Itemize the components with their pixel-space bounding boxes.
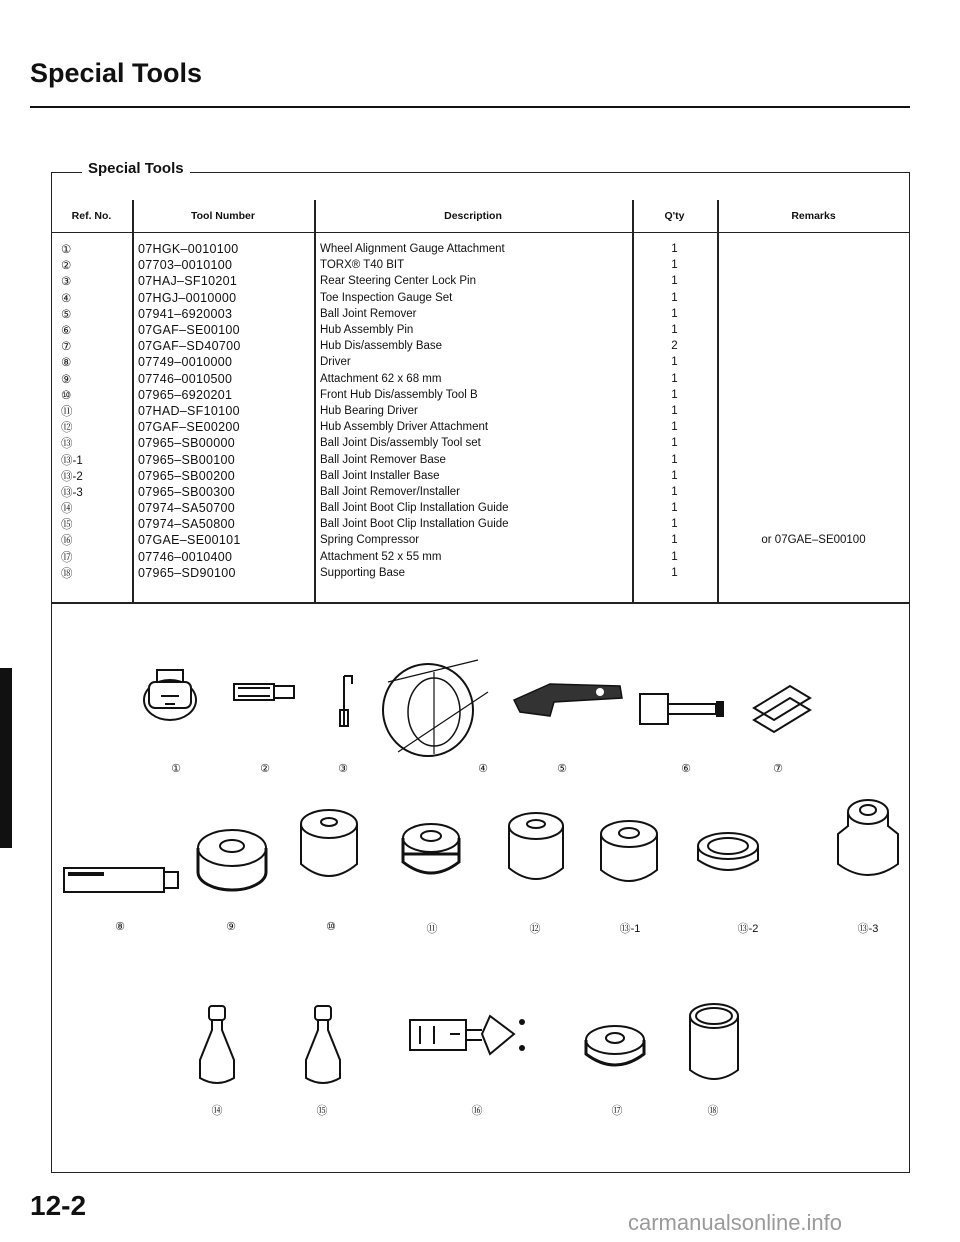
table-header-row xyxy=(51,200,910,233)
tool-number-cell: 07HAJ–SF10201 xyxy=(138,274,238,289)
tool-number-cell: 07HGJ–0010000 xyxy=(138,290,237,305)
hub-driver-attachment-illustration xyxy=(505,808,567,888)
watermark: carmanualsonline.info xyxy=(628,1210,843,1235)
lock-pin-illustration xyxy=(330,670,360,742)
page-title: Special Tools xyxy=(30,58,203,88)
tool-number-cell: 07749–0010000 xyxy=(138,355,233,370)
figure-label: ⑨ xyxy=(226,921,236,933)
ref-no-cell: ⑯ xyxy=(61,535,73,548)
tool-number-cell: 07746–0010500 xyxy=(138,371,233,386)
remarks-cell xyxy=(717,338,910,354)
table-row xyxy=(51,549,910,565)
ref-no-cell: ⑬-3 xyxy=(61,486,83,499)
ref-no-cell: ⑮ xyxy=(61,519,73,532)
figure-label: ⑬-2 xyxy=(737,923,759,935)
description-cell: Attachment 52 x 55 mm xyxy=(320,550,442,563)
remarks-cell xyxy=(717,354,910,370)
remarks-cell xyxy=(717,468,910,484)
table-row xyxy=(51,532,910,548)
qty-cell: 1 xyxy=(671,372,678,385)
table-bottom-rule xyxy=(51,602,910,604)
tool-number-cell: 07965–SB00100 xyxy=(138,452,236,467)
remarks-cell xyxy=(717,419,910,435)
ref-no-cell: ⑬-1 xyxy=(61,454,83,467)
ref-no-cell: ⑪ xyxy=(61,405,73,418)
torx-bit-illustration xyxy=(230,678,300,708)
ref-no-cell: ⑤ xyxy=(61,308,72,321)
figure-label: ⑱ xyxy=(707,1105,719,1117)
remarks-cell xyxy=(717,500,910,516)
table-row xyxy=(51,468,910,484)
qty-cell: 1 xyxy=(671,534,678,547)
description-cell: Hub Dis/assembly Base xyxy=(320,340,443,353)
description-cell: Ball Joint Boot Clip Installation Guide xyxy=(320,518,509,531)
table-row xyxy=(51,354,910,370)
qty-cell: 1 xyxy=(671,324,678,337)
description-cell: Ball Joint Installer Base xyxy=(320,469,440,482)
description-cell: Front Hub Dis/assembly Tool B xyxy=(320,388,478,401)
section-tab-marker xyxy=(0,668,12,848)
qty-cell: 1 xyxy=(671,453,678,466)
ref-no-cell: ⑫ xyxy=(61,422,73,435)
table-row xyxy=(51,233,910,258)
ref-no-cell: ⑧ xyxy=(61,357,72,370)
page-number: 12-2 xyxy=(30,1190,87,1221)
qty-cell: 1 xyxy=(671,518,678,531)
description-cell: Ball Joint Remover Base xyxy=(320,453,446,466)
remarks-cell xyxy=(717,403,910,419)
hub-assembly-pin-illustration xyxy=(636,688,732,732)
table-row xyxy=(51,273,910,289)
qty-cell: 1 xyxy=(671,421,678,434)
qty-cell: 1 xyxy=(671,243,678,256)
table-row xyxy=(51,565,910,581)
tool-number-cell: 07HAD–SF10100 xyxy=(138,403,240,418)
description-cell: Hub Assembly Pin xyxy=(320,324,414,337)
ref-no-cell: ⑭ xyxy=(61,503,73,516)
ref-no-cell: ③ xyxy=(61,276,72,289)
ref-no-cell: ⑩ xyxy=(61,389,72,402)
description-cell: Supporting Base xyxy=(320,566,406,579)
tool-number-cell: 07941–6920003 xyxy=(138,306,233,321)
description-cell: Rear Steering Center Lock Pin xyxy=(320,275,476,288)
qty-cell: 1 xyxy=(671,291,678,304)
ref-no-cell: ⑰ xyxy=(61,551,73,564)
table-row xyxy=(51,435,910,451)
qty-cell: 1 xyxy=(671,307,678,320)
figure-label: ⑫ xyxy=(529,923,541,935)
qty-cell: 1 xyxy=(671,502,678,515)
hub-bearing-driver-illustration xyxy=(396,818,466,892)
description-cell: Wheel Alignment Gauge Attachment xyxy=(320,243,505,256)
qty-cell: 1 xyxy=(671,437,678,450)
boot-clip-guide-illustration xyxy=(298,1000,348,1090)
figure-label: ⑮ xyxy=(316,1105,328,1117)
remover-base-illustration xyxy=(596,816,662,892)
figure-label: ④ xyxy=(478,763,488,775)
header-description: Description xyxy=(314,200,632,233)
header-remarks: Remarks xyxy=(717,200,910,233)
driver-illustration xyxy=(58,860,186,900)
figure-label: ⑭ xyxy=(211,1105,223,1117)
remarks-cell: or 07GAE–SE00100 xyxy=(761,534,866,547)
section-title: Special Tools xyxy=(82,160,190,177)
table-row xyxy=(51,419,910,435)
tool-number-cell: 07GAE–SE00101 xyxy=(138,533,241,548)
tool-number-cell: 07GAF–SE00100 xyxy=(138,323,240,338)
tool-number-cell: 07GAF–SD40700 xyxy=(138,339,241,354)
ref-no-cell: ⑬-2 xyxy=(61,470,83,483)
qty-cell: 1 xyxy=(671,566,678,579)
table-row xyxy=(51,371,910,387)
table-row xyxy=(51,306,910,322)
installer-base-illustration xyxy=(692,828,764,882)
table-row xyxy=(51,338,910,354)
ref-no-cell: ① xyxy=(61,244,72,257)
qty-cell: 1 xyxy=(671,469,678,482)
qty-cell: 1 xyxy=(671,388,678,401)
tool-number-cell: 07703–0010100 xyxy=(138,258,233,273)
qty-cell: 1 xyxy=(671,275,678,288)
remarks-cell xyxy=(717,233,910,258)
figure-label: ② xyxy=(260,763,270,775)
gauge-attachment-illustration xyxy=(135,660,205,730)
description-cell: Ball Joint Remover xyxy=(320,307,417,320)
tool-number-cell: 07GAF–SE00200 xyxy=(138,420,240,435)
figure-label: ⑤ xyxy=(557,763,567,775)
figure-label: ⑥ xyxy=(681,763,691,775)
remarks-cell xyxy=(717,516,910,532)
remarks-cell xyxy=(717,273,910,289)
figure-label: ⑰ xyxy=(611,1105,623,1117)
header-tool-number: Tool Number xyxy=(132,200,314,233)
ref-no-cell: ⑥ xyxy=(61,325,72,338)
table-row xyxy=(51,387,910,403)
qty-cell: 1 xyxy=(671,550,678,563)
remarks-cell xyxy=(717,257,910,273)
boot-clip-guide-illustration xyxy=(192,1000,242,1090)
ref-no-cell: ④ xyxy=(61,292,72,305)
remover-installer-illustration xyxy=(832,782,904,882)
remarks-cell xyxy=(717,451,910,467)
header-ref-no: Ref. No. xyxy=(51,200,132,233)
figure-label: ⑩ xyxy=(326,921,336,933)
ref-no-cell: ⑱ xyxy=(61,567,73,580)
description-cell: Ball Joint Boot Clip Installation Guide xyxy=(320,502,509,515)
remarks-cell xyxy=(717,435,910,451)
spring-compressor-illustration xyxy=(404,1010,534,1070)
tool-number-cell: 07965–SB00300 xyxy=(138,484,236,499)
qty-cell: 1 xyxy=(671,356,678,369)
figure-label: ⑧ xyxy=(115,921,125,933)
table-row xyxy=(51,500,910,516)
attachment-62x68-illustration xyxy=(192,822,272,902)
tool-number-cell: 07965–SD90100 xyxy=(138,565,236,580)
qty-cell: 1 xyxy=(671,485,678,498)
toe-gauge-set-illustration xyxy=(368,652,503,760)
remarks-cell xyxy=(717,306,910,322)
ref-no-cell: ⑬ xyxy=(61,438,73,451)
qty-cell: 1 xyxy=(671,259,678,272)
hub-tool-b-illustration xyxy=(296,806,362,886)
description-cell: Ball Joint Remover/Installer xyxy=(320,485,460,498)
table-row xyxy=(51,516,910,532)
header-qty: Q'ty xyxy=(632,200,717,233)
ref-no-cell: ⑨ xyxy=(61,373,72,386)
description-cell: Hub Assembly Driver Attachment xyxy=(320,421,489,434)
figure-label: ⑯ xyxy=(471,1105,483,1117)
remarks-cell xyxy=(717,371,910,387)
table-row xyxy=(51,403,910,419)
remarks-cell xyxy=(717,484,910,500)
title-rule xyxy=(30,106,910,108)
remarks-cell xyxy=(717,387,910,403)
remarks-cell xyxy=(717,290,910,306)
figure-label: ⑪ xyxy=(426,923,438,935)
tool-number-cell: 07974–SA50700 xyxy=(138,501,236,516)
remarks-cell xyxy=(717,549,910,565)
special-tools-table xyxy=(51,200,910,581)
ref-no-cell: ⑦ xyxy=(61,341,72,354)
description-cell: Spring Compressor xyxy=(320,534,420,547)
description-cell: Hub Bearing Driver xyxy=(320,404,418,417)
ball-joint-remover-illustration xyxy=(510,672,630,722)
attachment-52x55-illustration xyxy=(580,1020,650,1076)
qty-cell: 2 xyxy=(671,340,678,353)
table-row xyxy=(51,322,910,338)
figure-label: ⑬-1 xyxy=(619,923,641,935)
description-cell: Ball Joint Dis/assembly Tool set xyxy=(320,437,481,450)
remarks-cell xyxy=(717,565,910,581)
table-row xyxy=(51,290,910,306)
supporting-base-illustration xyxy=(684,998,744,1090)
description-cell: Attachment 62 x 68 mm xyxy=(320,372,442,385)
hub-base-illustration xyxy=(748,680,818,740)
tool-number-cell: 07HGK–0010100 xyxy=(138,242,239,257)
table-row xyxy=(51,257,910,273)
ref-no-cell: ② xyxy=(61,260,72,273)
table-row xyxy=(51,451,910,467)
figure-label: ① xyxy=(171,763,181,775)
description-cell: TORX® T40 BIT xyxy=(320,259,405,272)
tool-number-cell: 07965–SB00000 xyxy=(138,436,236,451)
description-cell: Driver xyxy=(320,356,351,369)
qty-cell: 1 xyxy=(671,404,678,417)
tool-number-cell: 07965–6920201 xyxy=(138,387,233,402)
figure-label: ③ xyxy=(338,763,348,775)
figure-label: ⑦ xyxy=(773,763,783,775)
tool-number-cell: 07974–SA50800 xyxy=(138,517,236,532)
description-cell: Toe Inspection Gauge Set xyxy=(320,291,453,304)
figure-label: ⑬-3 xyxy=(857,923,879,935)
tool-number-cell: 07965–SB00200 xyxy=(138,468,236,483)
tool-number-cell: 07746–0010400 xyxy=(138,549,233,564)
table-row xyxy=(51,484,910,500)
remarks-cell xyxy=(717,322,910,338)
